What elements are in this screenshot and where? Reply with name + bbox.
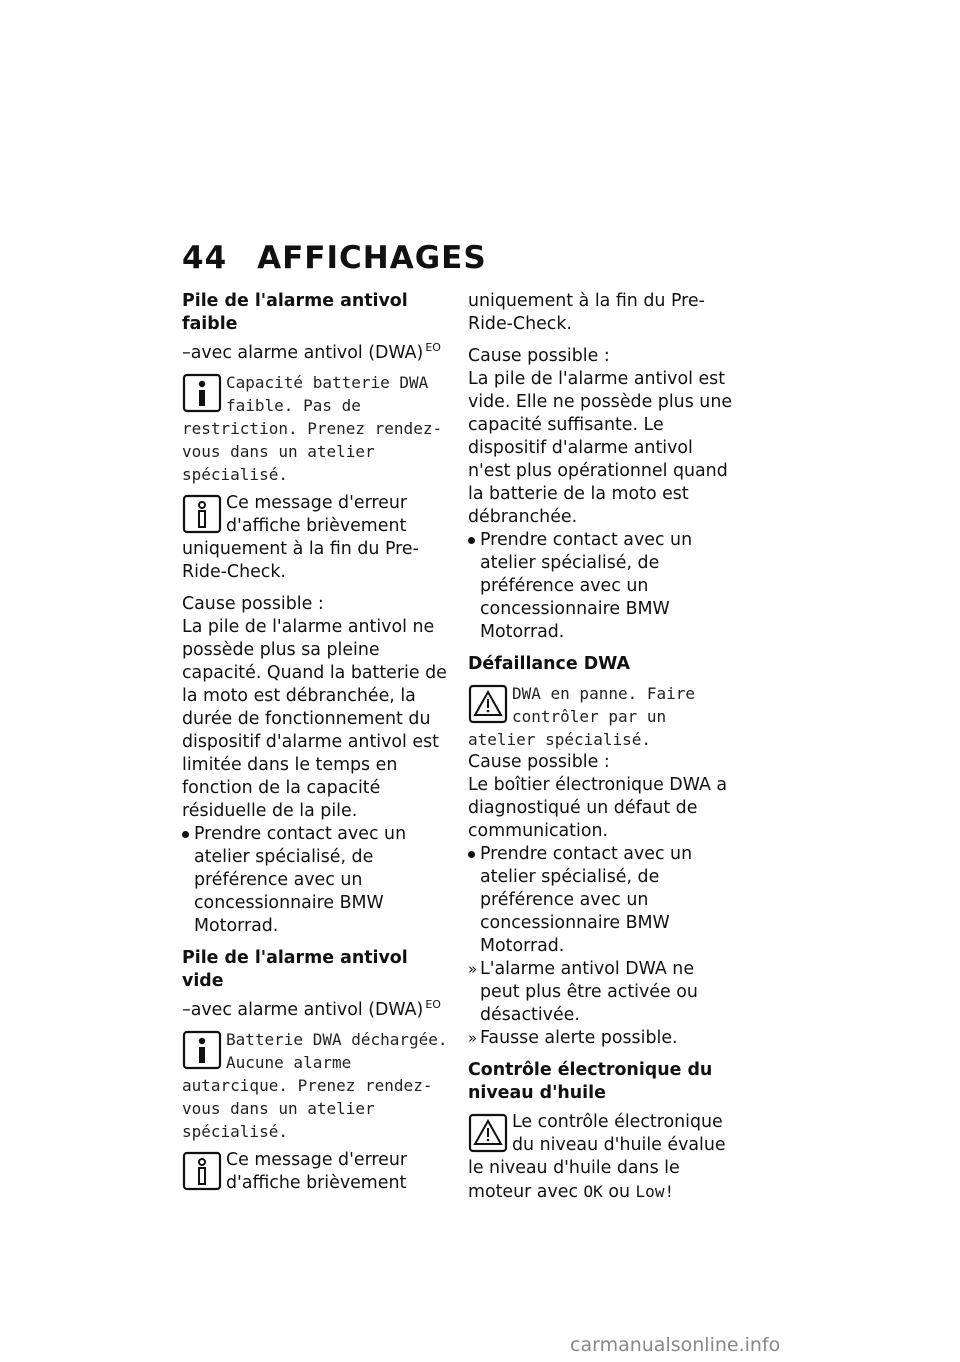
warning-triangle-icon [468,684,508,724]
cause-label: Cause possible : [468,752,610,772]
page-header [182,240,487,276]
list-item: » L'alarme antivol DWA ne peut plus être activée ou désactivée. [468,959,698,1025]
info-note: Ce message d'erreur d'affiche brièvement [226,1150,408,1193]
info-icon [182,1030,222,1070]
info-outline-icon [182,494,222,534]
info-outline-icon [182,1151,222,1191]
list-item: » Fausse alerte possible. [468,1028,678,1048]
section-heading: Défaillance DWA [468,654,630,674]
page-title: AFFICHAGES [257,240,487,276]
oil-check-text: Le contrôle électronique du niveau d'huile évalue le niveau d'huile dans le moteur avec OK ou Low! [468,1112,726,1202]
section-heading: Contrôle électronique du niveau d'huile [468,1060,713,1103]
bullet-icon [468,851,475,858]
cause-text: Le boîtier électronique DWA a diagnostiqué un défaut de communication. [468,775,728,841]
left-column [182,290,450,1195]
display-message: Batterie DWA déchargée. Aucune alarme autarcique. Prenez rendez-vous dans un atelier spécialisé. [182,1030,448,1141]
warning-triangle-icon [468,1113,508,1153]
info-note: Ce message d'erreur d'affiche brièvement uniquement à la fin du Pre-Ride-Check. [182,493,419,582]
watermark: carmanualsonline.info [570,1334,781,1356]
section-heading: Pile de l'alarme antivol vide [182,948,408,991]
cause-text: La pile de l'alarme antivol ne possède plus sa pleine capacité. Quand la batterie de la moto est débranchée, la durée de fonctionnement du dispositif d'alarme antivol est limitée dans le temps en fonction de la capacité résiduelle de la pile. [182,617,447,821]
bullet-icon [468,537,475,544]
cause-label: Cause possible : [468,346,610,366]
list-item: Prendre contact avec un atelier spécialisé, de préférence avec un concessionnaire BMW Motorrad. [468,529,736,644]
bullet-icon [182,831,189,838]
superscript: EO [425,998,441,1011]
display-message: DWA en panne. Faire contrôler par un atelier spécialisé. [468,684,696,749]
right-column [468,290,736,1204]
cause-label: Cause possible : [182,594,324,614]
info-note-block [468,1111,736,1204]
list-item: Prendre contact avec un atelier spécialisé, de préférence avec un concessionnaire BMW Motorrad. [182,823,450,938]
low-value: Low! [635,1182,675,1201]
display-message: Capacité batterie DWA faible. Pas de restriction. Prenez rendez-vous dans un atelier spécialisé. [182,373,443,484]
section-heading: Pile de l'alarme antivol faible [182,291,408,334]
display-message-block [182,371,450,486]
info-note-block [182,492,450,584]
display-message-block [182,1028,450,1143]
info-note-block [182,1149,450,1195]
ok-value: OK [583,1182,603,1201]
result-arrow-icon: » [468,960,478,978]
section-subtitle: –avec alarme antivol (DWA) $^{EO}$ [182,998,441,1020]
result-arrow-icon: » [468,1029,478,1047]
display-message-block [468,682,736,751]
page-number: 44 [182,240,228,276]
superscript: EO [425,341,441,354]
continued-text: uniquement à la fin du Pre-Ride-Check. [468,291,705,334]
info-icon [182,373,222,413]
cause-text: La pile de l'alarme antivol est vide. Elle ne possède plus une capacité suffisante. Le dispositif d'alarme antivol n'est plus opérationnel quand la batterie de la moto est débranchée. [468,369,733,527]
section-subtitle: –avec alarme antivol (DWA) $^{EO}$ [182,341,441,363]
list-item: Prendre contact avec un atelier spécialisé, de préférence avec un concessionnaire BMW Motorrad. [468,843,736,958]
